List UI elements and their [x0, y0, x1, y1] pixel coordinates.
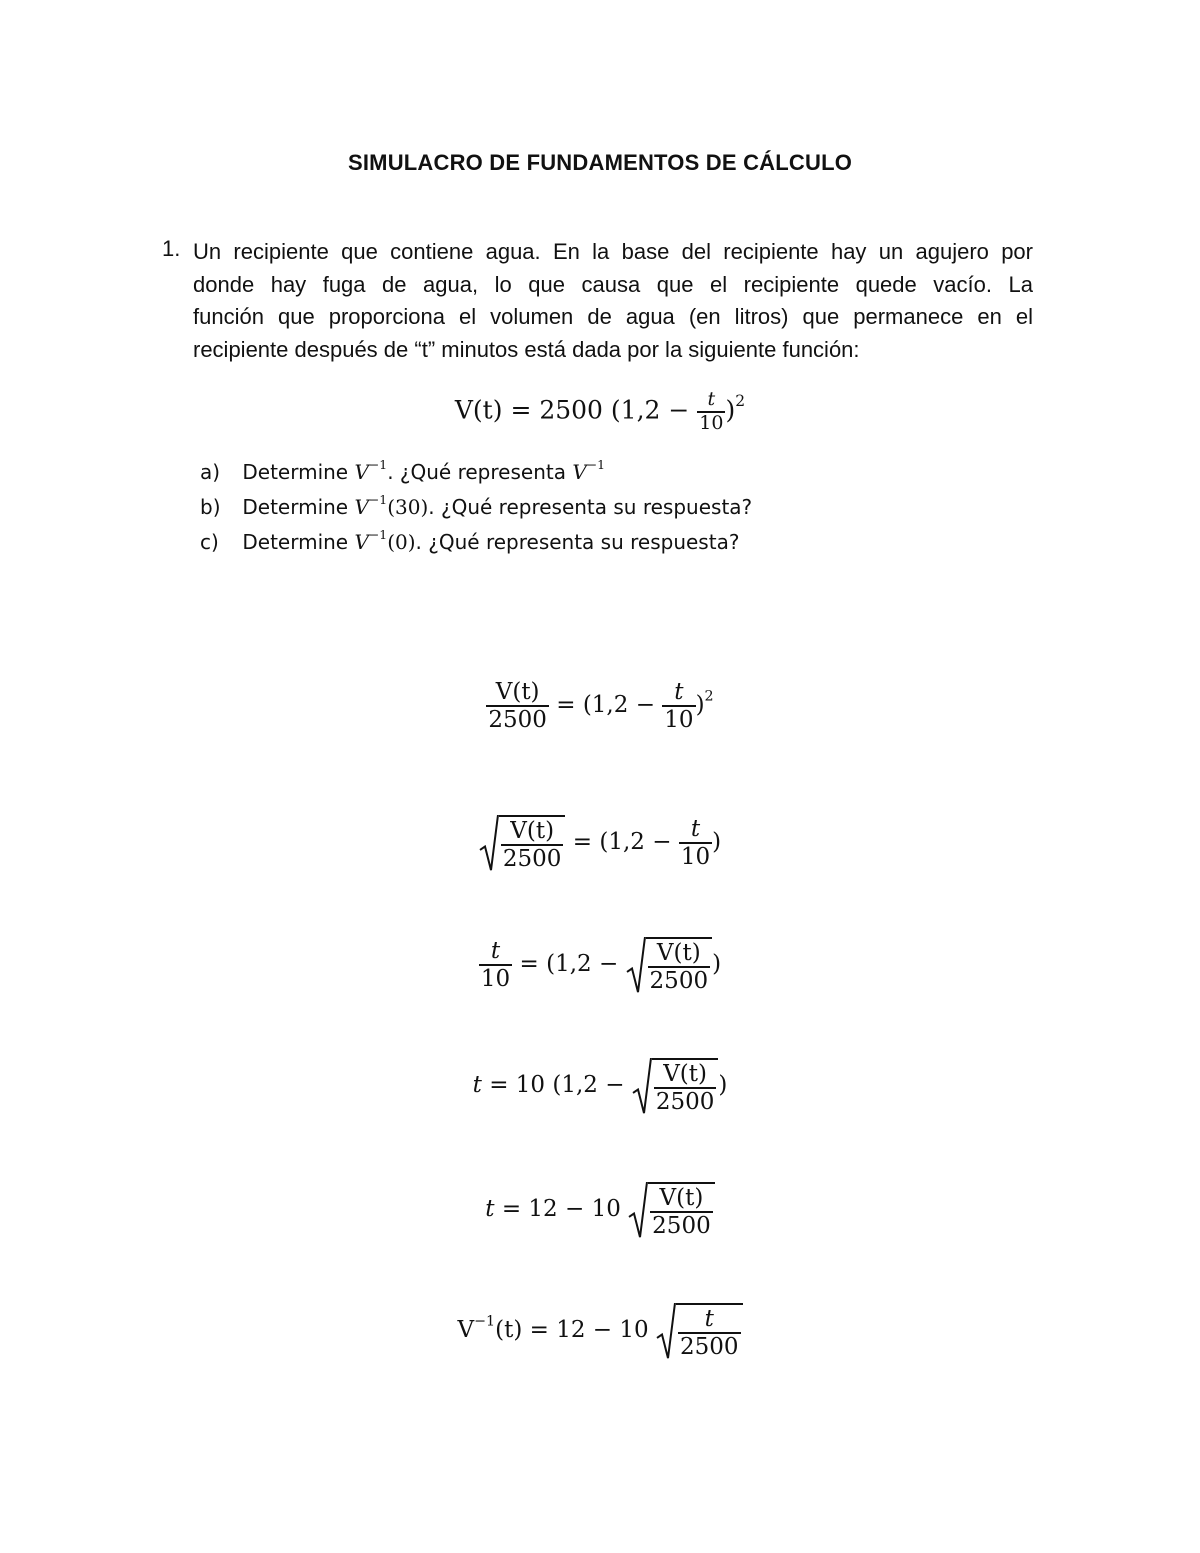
step-equals: = [501, 1196, 522, 1223]
problem-line: donde hay fuga de agua, lo que causa que el recipiente quede vacío. La [193, 271, 1033, 297]
solution-step-5 [0, 1182, 1200, 1238]
formula-lhs: V(t) [454, 395, 503, 425]
fraction-numerator: t [479, 939, 512, 966]
square-root [632, 1058, 719, 1114]
step-rhs: 12 − 10 [528, 1196, 621, 1223]
step-lhs-argument: (t) [495, 1317, 523, 1344]
step-open: (1,2 − [599, 829, 672, 856]
question-label: c) [200, 530, 219, 554]
question-argument: (30) [387, 495, 429, 519]
question-superscript: −1 [368, 527, 388, 543]
fraction-denominator: 2500 [652, 1213, 711, 1240]
fraction-denominator: 10 [664, 707, 694, 734]
fraction-numerator: t [679, 817, 712, 844]
solution-step-6 [0, 1303, 1200, 1359]
fraction-denominator: 2500 [655, 1089, 715, 1116]
radical-sign [479, 815, 499, 871]
question-text: Determine [242, 530, 349, 554]
fraction-numerator: t [697, 390, 725, 413]
problem-line: recipiente después de “t” minutos está dada por la siguiente función: [193, 336, 860, 362]
solution-step-2 [0, 815, 1200, 871]
fraction-numerator: V(t) [650, 1186, 713, 1213]
solution-step-4 [0, 1058, 1200, 1114]
problem-statement [193, 236, 1033, 366]
radical-sign [628, 1182, 648, 1238]
fraction-denominator: 2500 [488, 707, 547, 734]
square-root [626, 937, 713, 993]
problem-line: función que proporciona el volumen de agua (en litros) que permanece en el [193, 304, 1033, 329]
fraction-numerator: V(t) [654, 1062, 717, 1089]
formula-equals: = [510, 395, 532, 425]
main-formula [0, 390, 1200, 434]
question-superscript: −1 [368, 492, 388, 508]
question-symbol: V [572, 460, 587, 484]
question-list [200, 455, 752, 560]
formula-open: (1,2 − [610, 395, 690, 425]
square-root [656, 1303, 743, 1359]
fraction-denominator: 2500 [502, 846, 562, 873]
radicand [499, 815, 566, 871]
step-fraction [486, 680, 549, 732]
question-text: . ¿Qué representa [387, 460, 566, 484]
fraction-numerator: V(t) [648, 941, 711, 968]
step-equals: = [529, 1317, 549, 1344]
step-fraction [501, 819, 564, 871]
solution-step-3 [0, 937, 1200, 993]
step-fraction [654, 1062, 717, 1114]
step-close: ) [695, 692, 705, 719]
formula-close: ) [725, 395, 736, 425]
step-fraction [479, 939, 512, 991]
question-superscript: −1 [586, 457, 606, 473]
radicand [648, 1182, 715, 1238]
fraction-numerator: V(t) [486, 680, 549, 707]
formula-coefficient: 2500 [539, 395, 603, 425]
step-open: (1,2 − [546, 951, 619, 978]
fraction-numerator: t [662, 680, 695, 707]
step-close: ) [712, 951, 722, 978]
step-close: ) [712, 829, 722, 856]
step-fraction [679, 817, 712, 869]
square-root [628, 1182, 715, 1238]
step-lhs: V [457, 1317, 475, 1344]
step-fraction [648, 941, 711, 993]
fraction-denominator: 10 [699, 411, 724, 434]
fraction-denominator: 10 [680, 844, 711, 871]
fraction-denominator: 2500 [649, 968, 709, 995]
formula-fraction [697, 390, 725, 434]
step-rhs: 12 − 10 [556, 1317, 649, 1344]
question-b [200, 490, 752, 525]
solution-step-1 [0, 680, 1200, 732]
step-lhs-superscript: −1 [474, 1313, 496, 1330]
step-equals: = [519, 951, 539, 978]
radical-sign [632, 1058, 652, 1114]
question-text: . ¿Qué representa su respuesta? [428, 495, 753, 519]
fraction-numerator: t [678, 1307, 741, 1334]
formula-exponent: 2 [735, 392, 746, 411]
step-equals: = [556, 692, 576, 719]
step-fraction [650, 1186, 713, 1238]
fraction-numerator: V(t) [501, 819, 564, 846]
fraction-denominator: 10 [480, 966, 511, 993]
question-c [200, 525, 752, 560]
step-close: ) [718, 1072, 728, 1099]
step-fraction [662, 680, 695, 732]
question-symbol: V [354, 495, 369, 519]
step-lhs: t [485, 1196, 495, 1223]
question-label: a) [200, 460, 221, 484]
question-a [200, 455, 752, 490]
question-symbol: V [354, 530, 369, 554]
step-equals: = [489, 1072, 509, 1099]
question-superscript: −1 [368, 457, 388, 473]
fraction-denominator: 2500 [679, 1334, 739, 1361]
problem-number: 1. [162, 236, 181, 261]
question-argument: (0) [387, 530, 416, 554]
radical-sign [626, 937, 646, 993]
radicand [676, 1303, 743, 1359]
step-equals: = [572, 829, 593, 856]
radicand [652, 1058, 719, 1114]
question-label: b) [200, 495, 221, 519]
document-title: SIMULACRO DE FUNDAMENTOS DE CÁLCULO [347, 150, 853, 175]
step-open: (1,2 − [582, 692, 655, 719]
step-open: 10 (1,2 − [515, 1072, 625, 1099]
radicand [646, 937, 713, 993]
step-exponent: 2 [704, 688, 714, 705]
problem-line: Un recipiente que contiene agua. En la base del recipiente hay un agujero por [193, 239, 1033, 264]
question-symbol: V [354, 460, 369, 484]
step-fraction [678, 1307, 741, 1359]
step-lhs: t [472, 1072, 482, 1099]
square-root [479, 815, 566, 871]
radical-sign [656, 1303, 676, 1359]
question-text: . ¿Qué representa su respuesta? [415, 530, 740, 554]
question-text: Determine [242, 460, 349, 484]
question-text: Determine [242, 495, 349, 519]
